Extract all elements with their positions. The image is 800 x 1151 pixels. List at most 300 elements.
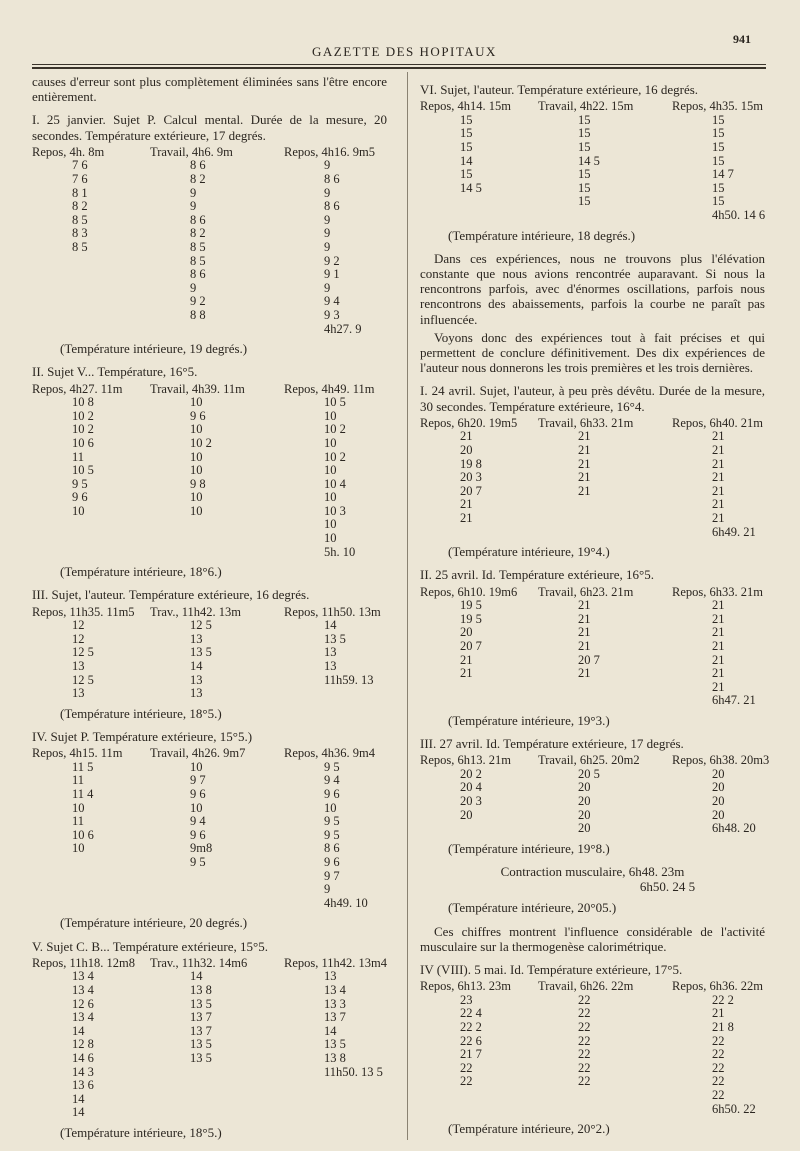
table-cell: 9 [190, 185, 197, 200]
table-cell: 14 [72, 1023, 85, 1038]
april-experiment-2-table [420, 585, 765, 707]
discussion-paragraph-2: Voyons donc des expériences tout à fait précises et qui permettent de conclure définitivement. Des dix expériences de l'auteur nous donnerons les trois premières et les trois dernières. [420, 329, 765, 376]
table-cell: 20 5 [578, 766, 600, 781]
table-cell: 12 5 [190, 618, 212, 633]
table-row [32, 801, 387, 815]
table-cell: 21 7 [460, 1047, 482, 1062]
right-column [420, 74, 770, 1144]
table-row [32, 1092, 387, 1106]
table-cell: 9 7 [324, 868, 340, 883]
table-cell: 10 2 [324, 449, 346, 464]
april-experiment-3-section [420, 736, 770, 856]
table-cell: 20 4 [460, 780, 482, 795]
table-cell: 6h47. 21 [712, 693, 756, 708]
table-row [32, 213, 387, 227]
april-experiment-2-heading: II. 25 avril. Id. Température extérieure, 16°5. [420, 567, 654, 583]
experiment-4-section [32, 729, 387, 931]
table-cell: 10 [324, 435, 337, 450]
table-cell: 4h50. 14 6 [712, 207, 766, 222]
table-row [420, 470, 765, 484]
table-cell: 10 6 [72, 435, 94, 450]
table-row [420, 1047, 765, 1061]
contraction-value-2: 24 5 [672, 879, 696, 895]
left-column [32, 74, 387, 1148]
table-cell: 21 [578, 442, 591, 457]
table-row [32, 409, 387, 423]
table-cell: 21 [460, 497, 473, 512]
april-experiment-3-note: (Température intérieure, 19°8.) [448, 840, 610, 856]
table-cell: Travail, 4h22. 15m [538, 99, 634, 114]
table-cell: 12 6 [72, 996, 94, 1011]
table-cell: 14 [460, 153, 473, 168]
table-cell: Repos, 6h40. 21m [672, 415, 763, 430]
table-cell: 8 2 [72, 199, 88, 214]
table-cell: 9 5 [324, 827, 340, 842]
table-cell: 10 5 [72, 463, 94, 478]
table-cell: 22 [578, 1060, 591, 1075]
table-cell: 21 [712, 598, 725, 613]
table-row [420, 208, 765, 222]
table-cell: 20 [712, 807, 725, 822]
table-cell: Trav., 11h32. 14m6 [150, 955, 248, 970]
table-row [420, 1061, 765, 1075]
april-experiment-1-table [420, 416, 765, 538]
table-row [420, 666, 765, 680]
table-cell: 13 7 [190, 1010, 212, 1025]
experiment-6-heading: VI. Sujet, l'auteur. Température extérieure, 16 degrés. [420, 82, 699, 97]
experiment-6-section [420, 82, 765, 243]
table-cell: 22 2 [460, 1020, 482, 1035]
table-cell: 22 [578, 1047, 591, 1062]
table-cell: 10 [190, 759, 203, 774]
contraction-note: (Température intérieure, 20°05.) [448, 900, 617, 916]
table-cell: 20 3 [460, 470, 482, 485]
table-cell: 10 [72, 503, 85, 518]
table-row [32, 969, 387, 983]
table-cell: 15 [460, 112, 473, 127]
table-cell: 14 5 [578, 153, 600, 168]
table-cell: 9 2 [190, 294, 206, 309]
discussion-paragraph-1: Dans ces expériences, nous ne trouvons plus l'élévation constante que nous avions rencontrée auparavant. Si nous la rencontrons parfois, avec d'énormes oscillations, parfois nous rencontrons des abaissements, parfois la courbe ne paraît pas influencée. [420, 250, 765, 327]
table-cell: 15 [712, 139, 725, 154]
table-cell: 22 [578, 1033, 591, 1048]
contraction-block [420, 864, 765, 894]
table-row [32, 869, 387, 883]
table-cell: 9 1 [324, 267, 340, 282]
table-cell: 21 [712, 611, 725, 626]
table-row [32, 1105, 387, 1119]
table-cell: 8 6 [324, 199, 340, 214]
table-cell: Repos, 11h42. 13m4 [284, 955, 388, 970]
experiment-5-section [32, 939, 387, 1141]
table-row [32, 517, 387, 531]
table-cell: 14 [324, 618, 337, 633]
table-cell: 10 5 [324, 395, 346, 410]
table-cell: 19 8 [460, 456, 482, 471]
table-row [32, 1010, 387, 1024]
table-row [420, 1102, 765, 1116]
table-row [32, 855, 387, 869]
table-row [420, 653, 765, 667]
table-row [32, 477, 387, 491]
table-row [420, 113, 765, 127]
table-cell: 15 [578, 194, 591, 209]
table-cell: 9 [324, 158, 331, 173]
table-row [32, 382, 387, 396]
table-cell: 8 2 [190, 172, 206, 186]
table-cell: 9 [190, 199, 197, 214]
table-cell: 9 6 [324, 854, 340, 869]
table-cell: 20 2 [460, 766, 482, 781]
table-row [32, 322, 387, 336]
table-cell: 19 5 [460, 611, 482, 626]
table-cell: 15 [460, 139, 473, 154]
table-row [32, 814, 387, 828]
table-cell: 13 5 [190, 996, 212, 1011]
table-cell: 14 [190, 659, 203, 674]
april-experiment-4-note: (Température intérieure, 20°2.) [448, 1121, 610, 1137]
table-cell: 20 [460, 807, 473, 822]
table-cell: 21 [578, 625, 591, 640]
table-cell: 10 [190, 422, 203, 437]
table-cell: 9 5 [190, 854, 206, 869]
table-cell: 22 [460, 1074, 473, 1089]
conclusion-paragraph: Ces chiffres montrent l'influence considérable de l'activité musculaire sur la thermogenèse calorimétrique. [420, 923, 765, 954]
header-rule-thick [32, 67, 766, 69]
table-cell: 10 [190, 490, 203, 505]
table-cell: 9 [190, 280, 197, 295]
table-cell: 9 5 [72, 476, 88, 491]
table-cell: Repos, 4h27. 11m [32, 381, 123, 396]
table-cell: 20 3 [460, 794, 482, 809]
table-cell: 13 5 [190, 1050, 212, 1065]
table-cell: 7 6 [72, 158, 88, 173]
table-row [420, 484, 765, 498]
table-cell: 22 [578, 1074, 591, 1089]
table-cell: 13 3 [324, 996, 346, 1011]
table-row [420, 979, 765, 993]
experiment-3-note: (Température intérieure, 18°5.) [60, 705, 222, 721]
table-cell: 15 [460, 167, 473, 182]
table-cell: 8 5 [190, 239, 206, 254]
table-row [420, 625, 765, 639]
table-cell: 22 2 [712, 992, 734, 1007]
table-cell: 22 [712, 1033, 725, 1048]
table-cell: 21 [712, 429, 725, 444]
table-cell: 20 [578, 794, 591, 809]
table-cell: 9 3 [324, 307, 340, 322]
table-cell: Repos, 6h33. 21m [672, 584, 763, 599]
table-cell: Repos, 4h15. 11m [32, 746, 123, 761]
experiment-1-heading: I. 25 janvier. Sujet P. Calcul mental. Durée de la mesure, 20 secondes. Température extérieure, 17 degrés. [32, 112, 387, 143]
table-row [32, 1037, 387, 1051]
table-cell: Repos, 6h36. 22m [672, 979, 763, 994]
table-cell: 13 5 [190, 1037, 212, 1052]
table-cell: 9 4 [324, 294, 340, 309]
table-row [32, 686, 387, 700]
table-cell: 21 8 [712, 1020, 734, 1035]
table-row [420, 612, 765, 626]
table-cell: 22 [712, 1088, 725, 1103]
table-cell: 21 [460, 429, 473, 444]
table-cell: 14 6 [72, 1050, 94, 1065]
table-cell: 23 [460, 992, 473, 1007]
table-row [420, 821, 765, 835]
experiment-4-heading: IV. Sujet P. Température extérieure, 15°5.) [32, 729, 253, 745]
april-experiment-1-section [420, 383, 765, 559]
table-row [32, 294, 387, 308]
table-row [32, 1078, 387, 1092]
table-cell: Travail, 4h26. 9m7 [150, 746, 246, 761]
table-cell: 21 [578, 638, 591, 653]
table-cell: 14 [72, 1091, 85, 1106]
table-cell: 22 [578, 1020, 591, 1035]
table-cell: 10 [324, 463, 337, 478]
table-cell: 13 7 [190, 1023, 212, 1038]
table-cell: 9 5 [324, 814, 340, 829]
table-cell: 21 [712, 483, 725, 498]
table-row [32, 605, 387, 619]
table-cell: 12 [72, 618, 85, 633]
table-cell: 11h50. 13 5 [324, 1064, 383, 1079]
table-cell: 15 [712, 153, 725, 168]
table-row [420, 780, 765, 794]
table-cell: 14 [324, 1023, 337, 1038]
table-cell: Travail, 4h6. 9m [150, 144, 233, 159]
table-row [420, 140, 765, 154]
table-cell: 21 [578, 470, 591, 485]
experiment-5-note: (Température intérieure, 18°5.) [60, 1124, 222, 1140]
experiment-5-heading: V. Sujet C. B... Température extérieure, 15°5. [32, 938, 268, 954]
table-cell: 9 [324, 185, 331, 200]
contraction-label: Contraction musculaire, [500, 864, 626, 880]
table-row [32, 896, 387, 910]
table-cell: 4h27. 9 [324, 321, 362, 336]
table-row [32, 828, 387, 842]
table-cell: 12 8 [72, 1037, 94, 1052]
table-cell: 10 2 [72, 408, 94, 423]
table-cell: 22 [712, 1047, 725, 1062]
experiment-4-note: (Température intérieure, 20 degrés.) [60, 915, 248, 931]
table-row [420, 753, 770, 768]
table-cell: 13 5 [324, 631, 346, 646]
april-experiment-1-heading: I. 24 avril. Sujet, l'auteur, à peu près dévêtu. Durée de la mesure, 30 secondes. Température extérieure, 16°4. [420, 383, 765, 414]
experiment-3-table [32, 605, 387, 700]
table-cell: 21 [712, 510, 725, 525]
table-cell: Travail, 6h33. 21m [538, 415, 634, 430]
table-row [420, 167, 765, 181]
table-row [420, 416, 765, 430]
table-cell: 13 5 [324, 1037, 346, 1052]
table-cell: 9 6 [190, 827, 206, 842]
table-row [32, 490, 387, 504]
table-row [32, 882, 387, 896]
table-cell: 11h59. 13 [324, 672, 374, 687]
table-cell: 15 [712, 112, 725, 127]
table-cell: 10 3 [324, 503, 346, 518]
table-cell: 10 4 [324, 476, 346, 491]
table-row [32, 463, 387, 477]
table-cell: 9 [324, 239, 331, 254]
table-cell: 21 [712, 442, 725, 457]
table-cell: 21 [712, 666, 725, 681]
april-experiment-4-heading: IV (VIII). 5 mai. Id. Température extérieure, 17°5. [420, 962, 683, 978]
table-cell: 20 7 [460, 638, 482, 653]
table-cell: 13 5 [190, 645, 212, 660]
experiment-5-table [32, 956, 387, 1119]
table-cell: 13 [72, 686, 85, 701]
table-row [420, 99, 765, 113]
table-cell: 8 3 [72, 226, 88, 241]
table-cell: 4h49. 10 [324, 895, 368, 910]
table-cell: 20 [460, 625, 473, 640]
table-cell: 21 [712, 652, 725, 667]
table-row [32, 450, 387, 464]
table-cell: 9 6 [190, 787, 206, 801]
table-cell: 13 4 [72, 982, 94, 997]
table-row [420, 443, 765, 457]
table-cell: 12 5 [72, 645, 94, 660]
table-cell: 9 [324, 882, 331, 897]
table-cell: 21 [578, 598, 591, 613]
table-cell: 21 [712, 679, 725, 694]
table-row [32, 281, 387, 295]
table-cell: 10 [190, 395, 203, 410]
table-row [420, 1034, 765, 1048]
table-cell: 20 [578, 807, 591, 822]
table-cell: 13 7 [324, 1010, 346, 1025]
contraction-time-2: 6h50. [639, 879, 670, 895]
table-cell: 21 [460, 666, 473, 681]
table-cell: 13 [72, 659, 85, 674]
table-cell: 8 6 [190, 158, 206, 173]
experiment-2-heading: II. Sujet V... Température, 16°5. [32, 364, 198, 380]
table-cell: Repos, 4h35. 15m [672, 99, 763, 114]
table-cell: 13 [190, 672, 203, 687]
table-cell: 11 [72, 773, 85, 788]
table-cell: 8 2 [190, 226, 206, 241]
table-cell: 15 [712, 180, 725, 195]
table-cell: 8 6 [324, 172, 340, 186]
table-row [32, 956, 387, 970]
table-cell: 10 8 [72, 395, 94, 410]
table-cell: 14 5 [460, 180, 482, 195]
table-row [32, 773, 387, 787]
table-cell: 11 [72, 449, 85, 464]
table-cell: 20 [712, 766, 725, 781]
experiment-6-note: (Température intérieure, 18 degrés.) [448, 227, 636, 243]
table-cell: 10 [190, 463, 203, 478]
table-row [32, 504, 387, 518]
april-experiment-3-table [420, 753, 770, 836]
table-cell: 10 [72, 841, 85, 856]
table-cell: 13 4 [72, 1010, 94, 1025]
table-cell: 22 [578, 992, 591, 1007]
table-row [32, 746, 387, 760]
table-row [420, 585, 765, 599]
table-cell: 6h48. 20 [712, 821, 756, 836]
table-cell: 14 [72, 1105, 85, 1120]
table-row [420, 181, 765, 195]
table-row [420, 993, 765, 1007]
page-header [0, 30, 800, 66]
table-row [32, 760, 387, 774]
table-row [420, 1088, 765, 1102]
table-cell: 9 6 [72, 490, 88, 505]
table-cell: Repos, 4h14. 15m [420, 99, 511, 114]
april-experiment-2-note: (Température intérieure, 19°3.) [448, 712, 610, 728]
table-cell: 8 5 [72, 212, 88, 227]
table-cell: 14 [190, 969, 203, 984]
table-cell: 20 [460, 442, 473, 457]
table-cell: 10 [324, 531, 337, 546]
table-row [420, 1020, 765, 1034]
table-row [420, 639, 765, 653]
table-cell: 13 [324, 659, 337, 674]
table-cell: 22 6 [460, 1033, 482, 1048]
table-row [32, 618, 387, 632]
table-cell: 9 7 [190, 773, 206, 788]
table-cell: 11 5 [72, 759, 94, 774]
intro-paragraph: causes d'erreur sont plus complètement éliminées sans l'être encore entièrement. [32, 74, 387, 105]
table-cell: Repos, 4h. 8m [32, 144, 105, 159]
table-cell: 15 [578, 112, 591, 127]
table-cell: 21 [460, 652, 473, 667]
experiment-2-section [32, 364, 387, 579]
table-cell: 8 6 [190, 212, 206, 227]
table-cell: 10 2 [324, 422, 346, 437]
header-rule [32, 64, 766, 65]
table-cell: 21 [578, 429, 591, 444]
table-cell: 10 [72, 800, 85, 815]
table-row [420, 154, 765, 168]
table-cell: 19 5 [460, 598, 482, 613]
table-cell: 13 4 [324, 982, 346, 997]
table-cell: 10 [190, 449, 203, 464]
table-row [420, 525, 765, 539]
table-cell: Repos, 6h13. 21m [420, 753, 511, 768]
experiment-1-note: (Température intérieure, 19 degrés.) [60, 341, 248, 357]
table-cell: Repos, 6h13. 23m [420, 979, 511, 994]
table-row [420, 194, 765, 208]
table-cell: 10 [190, 800, 203, 815]
experiment-1-section [32, 112, 387, 356]
table-cell: 20 7 [578, 652, 600, 667]
page-number: 941 [733, 32, 751, 46]
table-cell: Travail, 6h25. 20m2 [538, 753, 640, 768]
table-cell: 20 [578, 821, 591, 836]
table-cell: 13 8 [324, 1050, 346, 1065]
table-row [420, 808, 765, 822]
table-row [32, 1065, 387, 1079]
table-cell: 22 4 [460, 1006, 482, 1021]
table-cell: Repos, 11h35. 11m5 [32, 604, 135, 619]
table-cell: 20 [712, 794, 725, 809]
table-cell: 7 6 [72, 172, 88, 186]
table-cell: 10 [190, 503, 203, 518]
table-cell: 10 2 [190, 435, 212, 450]
table-cell: 22 [460, 1060, 473, 1075]
table-cell: Travail, 6h23. 21m [538, 584, 634, 599]
table-row [32, 997, 387, 1011]
table-row [420, 457, 765, 471]
table-cell: 8 5 [72, 239, 88, 254]
table-cell: 13 [190, 686, 203, 701]
table-cell: 22 [578, 1006, 591, 1021]
table-row [32, 308, 387, 322]
table-row [420, 767, 765, 781]
table-row [32, 422, 387, 436]
